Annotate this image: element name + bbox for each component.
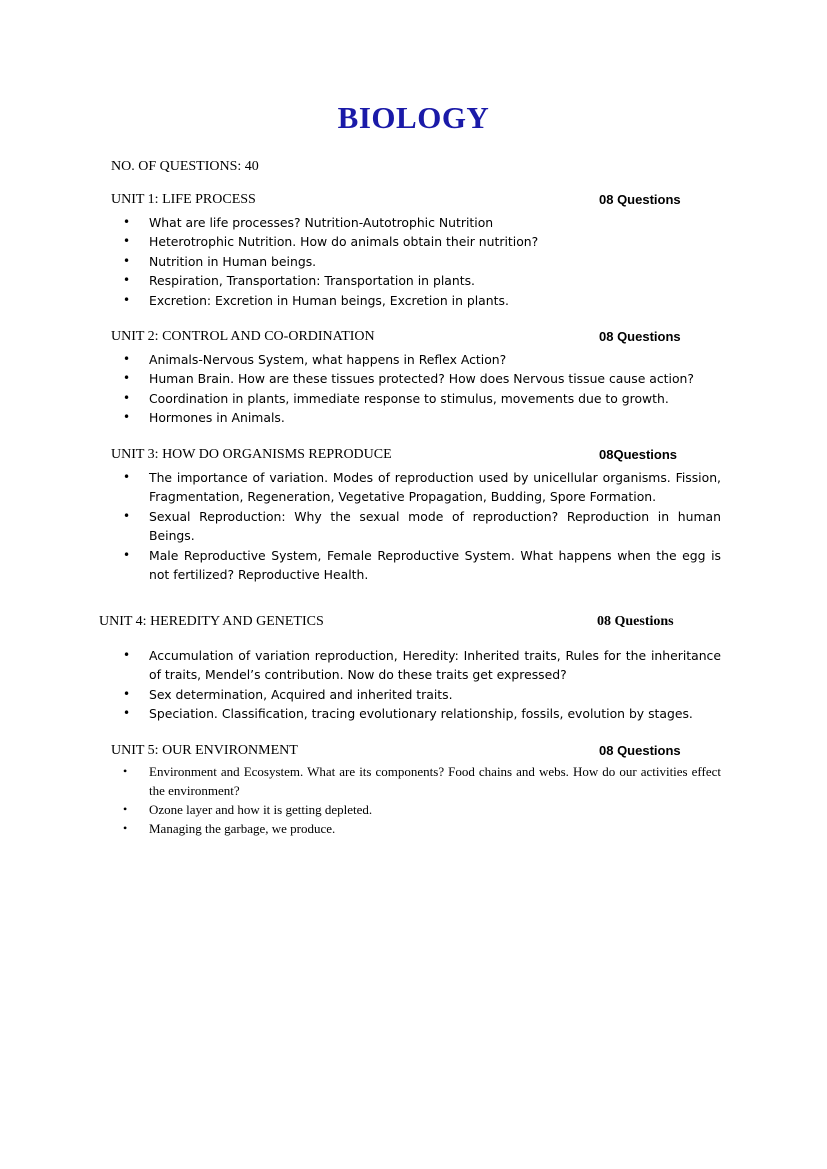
- unit-question-count: 08 Questions: [597, 614, 674, 629]
- list-item: • Excretion: Excretion in Human beings, Excretion in plants.: [111, 291, 721, 310]
- list-item: • Speciation. Classification, tracing evolutionary relationship, fossils, evolution by stages.: [111, 704, 721, 723]
- bullet-icon: •: [123, 253, 131, 268]
- unit-topic-list: [111, 213, 721, 310]
- list-item: • Respiration, Transportation: Transportation in plants.: [111, 271, 721, 290]
- list-item: • Sexual Reproduction: Why the sexual mode of reproduction? Reproduction in human Beings.: [123, 508, 721, 544]
- list-item: • Managing the garbage, we produce.: [123, 821, 336, 836]
- bullet-icon: •: [123, 508, 131, 523]
- number-of-questions: NO. OF QUESTIONS: 40: [111, 159, 259, 174]
- bullet-icon: •: [123, 352, 131, 366]
- unit-title: UNIT 5: OUR ENVIRONMENT: [111, 743, 298, 758]
- unit-header: [99, 614, 709, 632]
- bullet-icon: •: [123, 292, 131, 307]
- bullet-icon: •: [123, 410, 131, 425]
- list-item: • What are life processes? Nutrition-Autotrophic Nutrition: [111, 213, 721, 232]
- list-item: • Nutrition in Human beings.: [111, 252, 721, 271]
- unit-section: [111, 192, 721, 310]
- list-item: • Heterotrophic Nutrition. How do animals obtain their nutrition?: [111, 232, 721, 251]
- bullet-icon: •: [123, 273, 131, 288]
- list-item: • Hormones in Animals.: [111, 408, 721, 427]
- bullet-icon: •: [123, 706, 131, 721]
- bullet-icon: •: [123, 764, 128, 778]
- unit-title: UNIT 1: LIFE PROCESS: [111, 192, 256, 207]
- unit-title: UNIT 4: HEREDITY AND GENETICS: [99, 614, 324, 629]
- bullet-icon: •: [123, 470, 131, 484]
- list-item: • Animals-Nervous System, what happens in Reflex Action?: [111, 350, 721, 369]
- bullet-icon: •: [123, 648, 131, 662]
- bullet-icon: •: [123, 547, 131, 562]
- unit-section: [111, 447, 721, 584]
- unit-header: [111, 192, 721, 210]
- unit-header: [111, 329, 721, 347]
- bullet-icon: •: [123, 215, 131, 229]
- bullet-icon: •: [123, 371, 131, 386]
- unit-topic-list: [111, 762, 721, 838]
- unit-question-count: 08Questions: [599, 447, 678, 462]
- unit-section: [99, 614, 721, 724]
- list-item: • The importance of variation. Modes of reproduction used by unicellular organisms. Fission, Fragmentation, Regeneration, Vegetative Propagation, Budding, Spore Formation.: [123, 470, 721, 505]
- list-item: • Environment and Ecosystem. What are its components? Food chains and webs. How do our activities effect the environment?: [123, 764, 721, 798]
- list-item: • Coordination in plants, immediate response to stimulus, movements due to growth.: [111, 389, 721, 408]
- page-title: BIOLOGY: [337, 100, 490, 135]
- unit-topic-list: [111, 468, 721, 584]
- unit-title: UNIT 3: HOW DO ORGANISMS REPRODUCE: [111, 447, 392, 462]
- list-item: • Male Reproductive System, Female Reproductive System. What happens when the egg is not fertilized? Reproductive Health.: [123, 547, 721, 583]
- list-item: • Human Brain. How are these tissues protected? How does Nervous tissue cause action?: [111, 369, 721, 388]
- bullet-icon: •: [123, 234, 131, 249]
- unit-title: UNIT 2: CONTROL AND CO-ORDINATION: [111, 329, 375, 344]
- unit-topic-list: [111, 350, 721, 428]
- unit-section: [111, 329, 721, 428]
- unit-section: [111, 743, 721, 838]
- bullet-icon: •: [123, 686, 131, 701]
- unit-header: [111, 743, 721, 761]
- bullet-icon: •: [123, 390, 131, 405]
- list-item: • Accumulation of variation reproduction, Heredity: Inherited traits, Rules for the inheritance of traits, Mendel’s contribution. Now do these traits get expressed?: [123, 648, 721, 683]
- unit-topic-list: [99, 646, 721, 724]
- list-item: • Ozone layer and how it is getting depleted.: [123, 802, 373, 817]
- list-item: • Sex determination, Acquired and inherited traits.: [111, 685, 721, 704]
- bullet-icon: •: [123, 802, 128, 816]
- unit-question-count: 08 Questions: [599, 192, 681, 207]
- unit-header: [111, 447, 721, 465]
- unit-question-count: 08 Questions: [599, 329, 681, 344]
- bullet-icon: •: [123, 821, 128, 835]
- unit-question-count: 08 Questions: [599, 743, 681, 758]
